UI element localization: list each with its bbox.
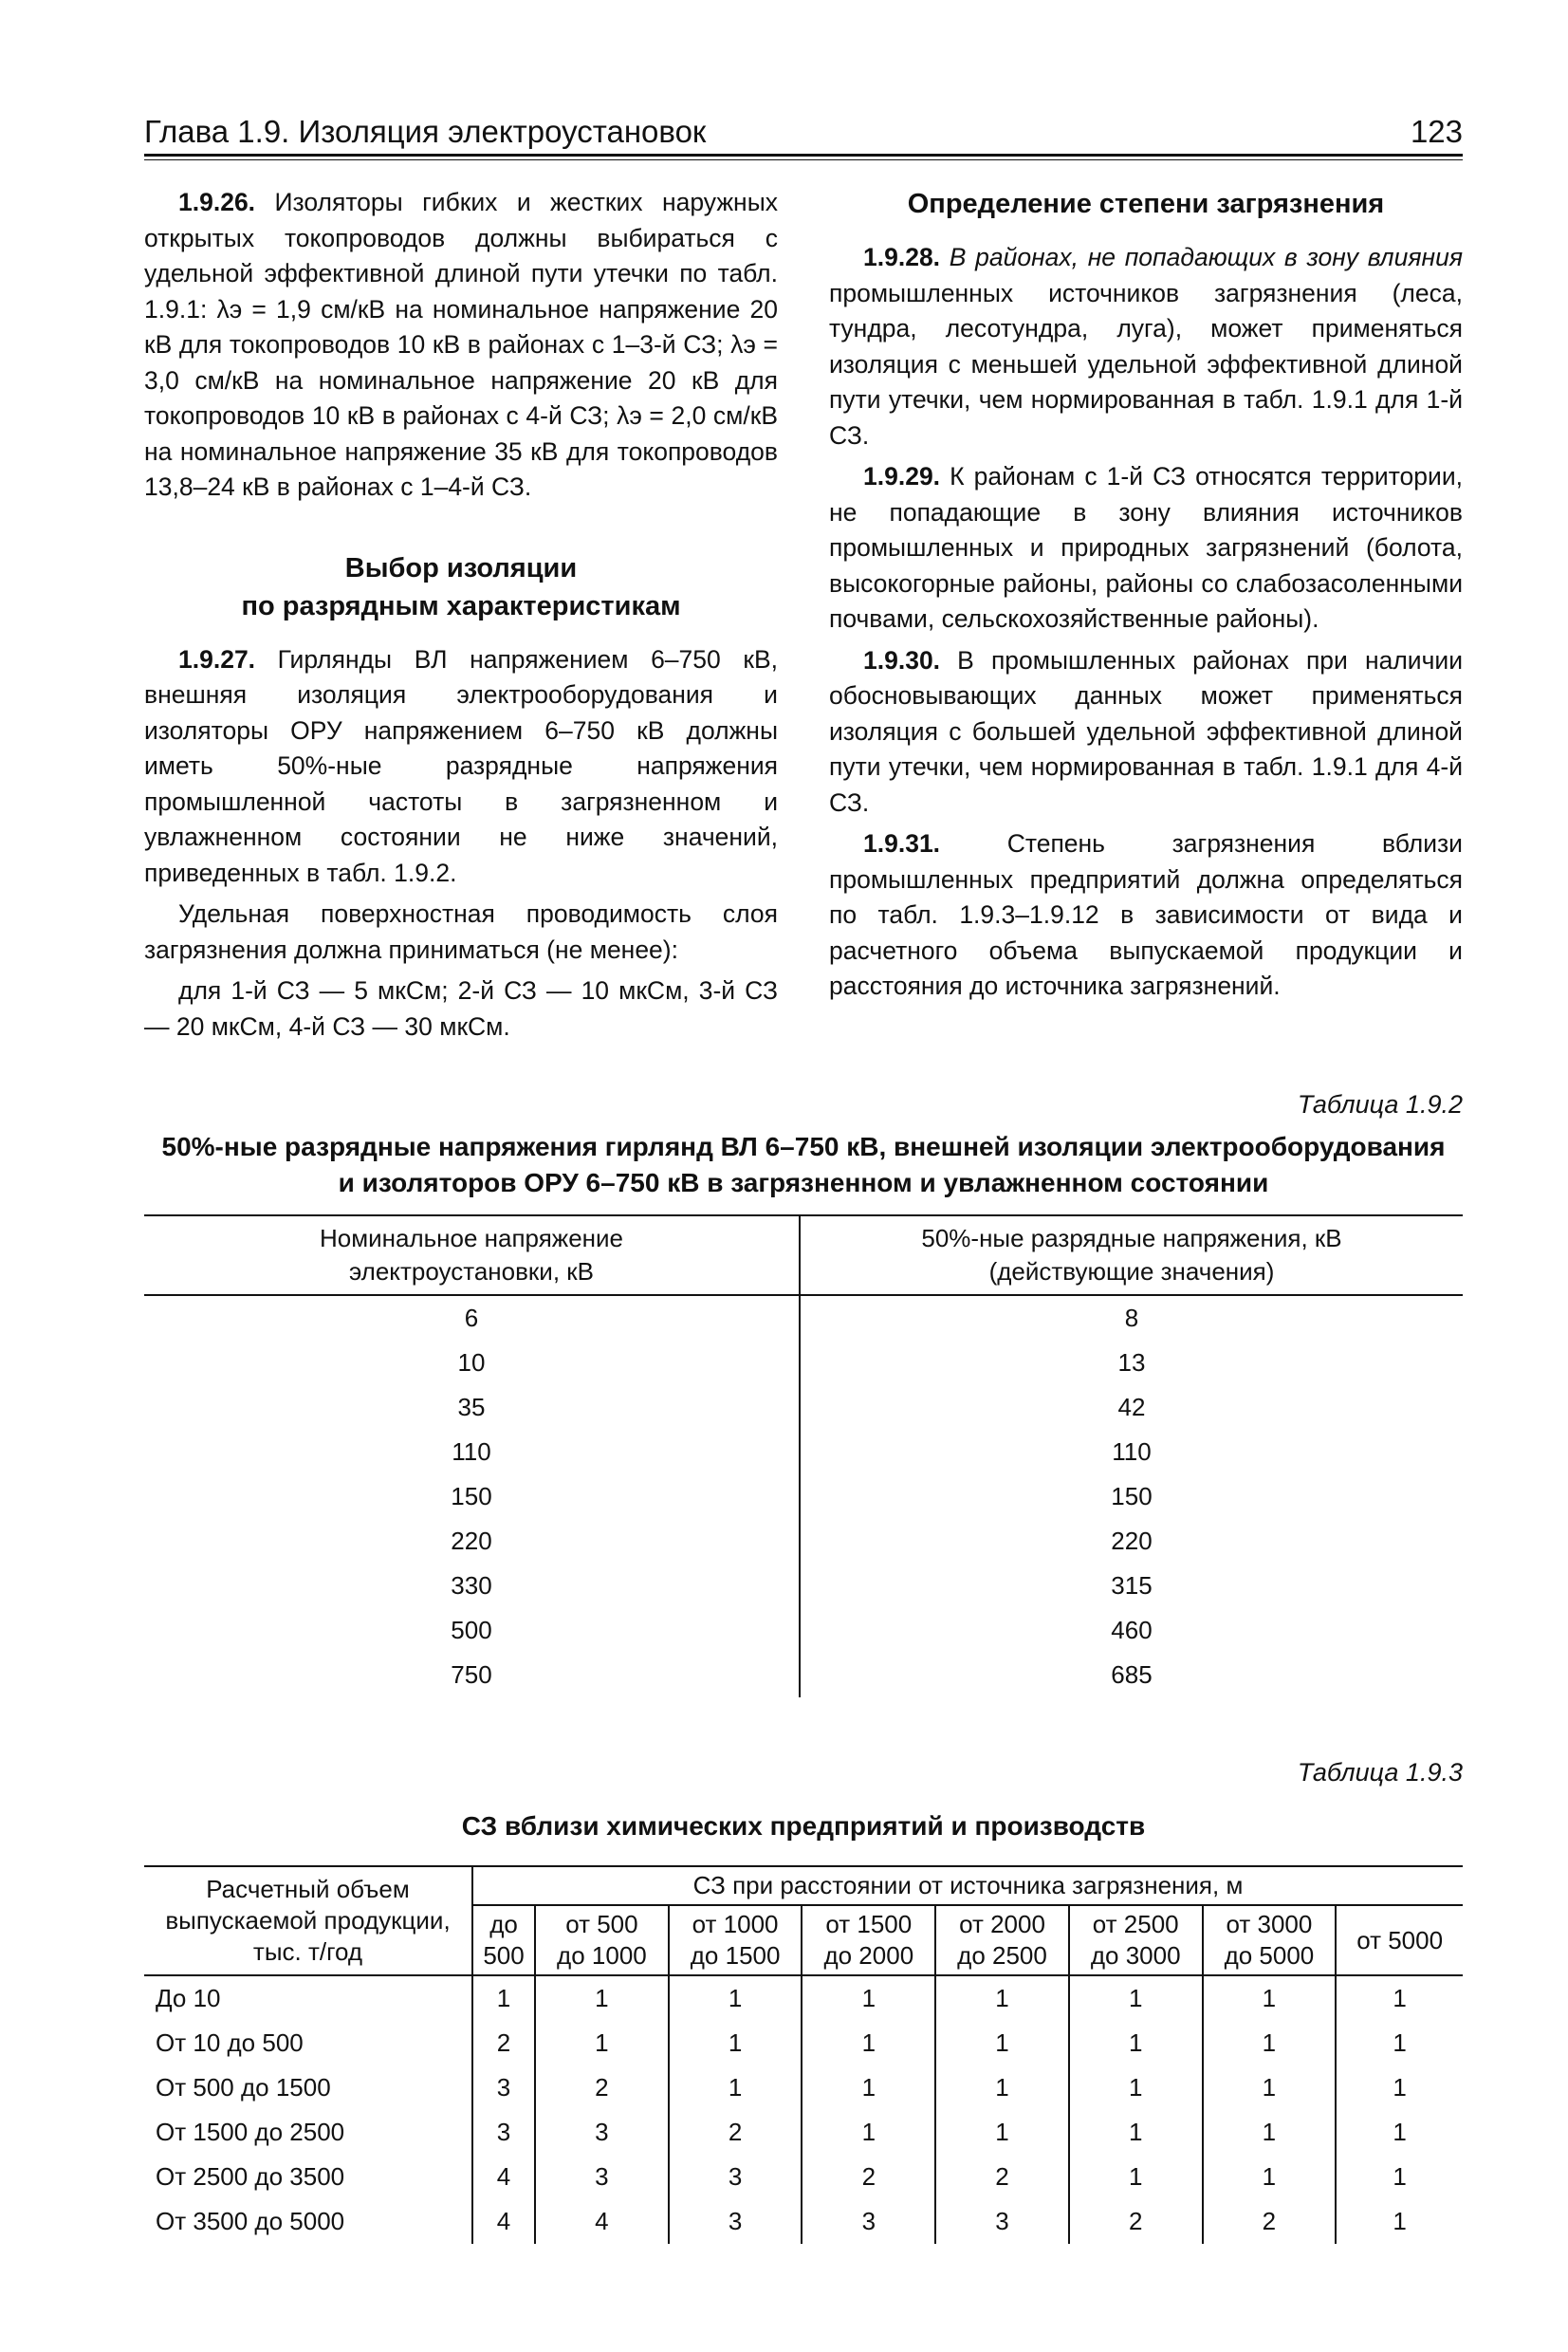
cell-pollution-degree: 1 [669,2021,802,2065]
cell-pollution-degree: 3 [669,2199,802,2244]
table-row [144,2155,1463,2199]
cell-pollution-degree: 1 [669,2065,802,2110]
cell-pollution-degree: 1 [1203,1975,1337,2021]
paragraph-conductivity: Удельная поверхностная проводимость слоя загрязнения должна приниматься (не менее): [144,899,778,964]
cell-pollution-degree: 2 [935,2155,1069,2199]
clause-number: 1.9.29. [863,462,941,491]
table-row [144,2110,1463,2155]
row-header-production-volume: Расчетный объем выпускаемой продукции, тыс. т/год [144,1866,472,1975]
table-row [144,1975,1463,2021]
cell-discharge-voltage: 460 [800,1608,1463,1653]
cell-nominal-voltage: 10 [457,1348,486,1377]
cell-pollution-degree: 2 [802,2155,935,2199]
book-page [144,114,1463,2244]
table-row [144,2021,1463,2065]
spacer [144,625,778,642]
cell-pollution-degree: 3 [535,2110,669,2155]
cell-pollution-degree: 1 [1203,2155,1337,2199]
paragraph-1-9-28 [829,240,1463,454]
section-heading-right: Определение степени загрязнения [907,189,1385,219]
section-heading-line2: по разрядным характеристикам [241,590,681,621]
clause-text: К районам с 1-й СЗ относятся территории, не попадающие в зону влияния источников промышленных и природных загрязнений (болота, высокогорные районы, районы со слабозасоленными почвами, сельскохозяйственные районы). [829,462,1463,633]
cell-discharge-voltage: 220 [800,1519,1463,1564]
chapter-title: Глава 1.9. Изоляция электроустановок [144,114,707,149]
subheader-distance-range: от 2000 до 2500 [935,1905,1069,1975]
cell-nominal-voltage: 6 [464,1304,479,1332]
cell-discharge-voltage: 150 [800,1474,1463,1519]
clause-text: Гирлянды ВЛ напряжением 6–750 кВ, внешняя изоляция электрооборудования и изоляторы ОРУ напряжением 6–750 кВ должны иметь 50%-ные разрядные напряжения промышленной частоты в загрязненном и увлажненном состоянии не ниже значений, приведенных в табл. 1.9.2. [144,644,778,887]
cell-pollution-degree: 1 [1069,2110,1203,2155]
cell-pollution-degree: 1 [935,2021,1069,2065]
cell-discharge-voltage: 685 [800,1653,1463,1697]
cell-pollution-degree: 1 [1069,2065,1203,2110]
cell-pollution-degree: 2 [1069,2199,1203,2244]
cell-pollution-degree: 4 [472,2155,535,2199]
table-row [144,1653,1463,1697]
cell-pollution-degree: 1 [1336,2065,1463,2110]
cell-nominal-voltage: 110 [452,1437,491,1466]
group-header-distance: СЗ при расстоянии от источника загрязнения, м [472,1866,1463,1905]
table-row [144,2199,1463,2244]
cell-pollution-degree: 2 [669,2110,802,2155]
cell-pollution-degree: 1 [802,2110,935,2155]
table-title-1-9-3: СЗ вблизи химических предприятий и производств [461,1811,1146,1841]
cell-pollution-degree: 4 [535,2199,669,2244]
subheader-distance-range: до 500 [472,1905,535,1975]
cell-discharge-voltage: 315 [800,1564,1463,1608]
paragraph-1-9-31 [829,826,1463,1005]
clause-number: 1.9.27. [178,644,256,674]
cell-production-volume: От 10 до 500 [156,2028,304,2057]
cell-pollution-degree: 1 [1069,2155,1203,2199]
table-title-line1: 50%-ные разрядные напряжения гирлянд ВЛ 6–750 кВ, внешней изоляции электрооборудования [161,1132,1446,1161]
cell-pollution-degree: 3 [669,2155,802,2199]
running-head [144,114,1463,157]
table-row [144,1341,1463,1385]
table-row [144,1608,1463,1653]
table-row [144,2065,1463,2110]
cell-pollution-degree: 1 [1336,2110,1463,2155]
cell-pollution-degree: 1 [1336,2155,1463,2199]
cell-discharge-voltage: 8 [800,1295,1463,1341]
cell-discharge-voltage: 42 [800,1385,1463,1430]
cell-pollution-degree: 1 [1203,2021,1337,2065]
cell-pollution-degree: 3 [472,2110,535,2155]
cell-pollution-degree: 1 [1069,2021,1203,2065]
cell-nominal-voltage: 150 [451,1482,492,1510]
cell-pollution-degree: 1 [802,2021,935,2065]
header-rule [144,159,1463,160]
cell-pollution-degree: 1 [1203,2110,1337,2155]
paragraph-conductivity-values: для 1-й СЗ — 5 мкСм; 2-й СЗ — 10 мкСм, 3-й СЗ — 20 мкСм, 4-й СЗ — 30 мкСм. [144,976,778,1041]
right-column [829,185,1463,1045]
spacer [829,223,1463,240]
subheader-distance-range: от 5000 [1336,1905,1463,1975]
clause-text: промышленных источников загрязнения (леса, тундра, лесотундра, луга), может применяться изоляция с меньшей удельной эффективной длиной пути утечки, чем нормированная в табл. 1.9.1 для 1-й СЗ. [829,278,1463,450]
paragraph-1-9-26 [144,185,778,506]
table-row [144,1295,1463,1341]
cell-production-volume: От 2500 до 3500 [156,2162,345,2191]
paragraph-1-9-30 [829,643,1463,822]
cell-nominal-voltage: 35 [457,1393,486,1421]
table-row [144,1430,1463,1474]
spacer [144,506,778,549]
cell-pollution-degree: 2 [472,2021,535,2065]
cell-production-volume: От 500 до 1500 [156,2073,331,2102]
cell-pollution-degree: 1 [669,1975,802,2021]
cell-pollution-degree: 1 [535,1975,669,2021]
subheader-distance-range: от 500 до 1000 [535,1905,669,1975]
cell-pollution-degree: 4 [472,2199,535,2244]
clause-text-italic: В районах, не попадающих в зону влияния [940,243,1463,271]
clause-number: 1.9.26. [178,188,256,216]
paragraph-1-9-27 [144,642,778,892]
cell-production-volume: От 1500 до 2500 [156,2118,345,2146]
table-caption-1-9-3: Таблица 1.9.3 [1297,1758,1463,1787]
paragraph-1-9-29 [829,459,1463,638]
cell-nominal-voltage: 330 [451,1571,492,1600]
column-header-nominal-voltage: Номинальное напряжение электроустановки, кВ [144,1215,800,1295]
cell-discharge-voltage: 13 [800,1341,1463,1385]
cell-pollution-degree: 1 [1336,2021,1463,2065]
cell-pollution-degree: 1 [935,2065,1069,2110]
clause-number: 1.9.28. [863,243,941,271]
cell-discharge-voltage: 110 [800,1430,1463,1474]
cell-pollution-degree: 1 [802,2065,935,2110]
cell-pollution-degree: 1 [935,1975,1069,2021]
clause-number: 1.9.31. [863,829,941,858]
cell-pollution-degree: 1 [1336,2199,1463,2244]
subheader-distance-range: от 1500 до 2000 [802,1905,935,1975]
left-column [144,185,778,1045]
cell-pollution-degree: 3 [802,2199,935,2244]
cell-pollution-degree: 1 [935,2110,1069,2155]
table-row [144,1385,1463,1430]
cell-pollution-degree: 1 [1336,1975,1463,2021]
clause-number: 1.9.30. [863,645,941,675]
subheader-distance-range: от 1000 до 1500 [669,1905,802,1975]
cell-nominal-voltage: 500 [451,1616,492,1644]
cell-nominal-voltage: 220 [451,1527,492,1555]
table-row [144,1564,1463,1608]
table-title-1-9-2 [144,1129,1463,1201]
table-caption-1-9-2: Таблица 1.9.2 [1297,1090,1463,1119]
table-1-9-3 [144,1865,1463,2244]
cell-nominal-voltage: 750 [451,1660,492,1689]
table-row [144,1474,1463,1519]
cell-pollution-degree: 1 [535,2021,669,2065]
cell-pollution-degree: 3 [535,2155,669,2199]
cell-pollution-degree: 1 [1069,1975,1203,2021]
subheader-distance-range: от 2500 до 3000 [1069,1905,1203,1975]
cell-pollution-degree: 2 [535,2065,669,2110]
cell-pollution-degree: 1 [802,1975,935,2021]
section-heading-line1: Выбор изоляции [344,552,578,583]
cell-production-volume: От 3500 до 5000 [156,2207,345,2235]
cell-pollution-degree: 3 [935,2199,1069,2244]
cell-pollution-degree: 1 [472,1975,535,2021]
section-heading [144,549,778,625]
cell-pollution-degree: 2 [1203,2199,1337,2244]
two-column-body [144,185,1463,1045]
column-header-discharge-voltage: 50%-ные разрядные напряжения, кВ (действующие значения) [800,1215,1463,1295]
page-number: 123 [1410,114,1463,149]
clause-text: Степень загрязнения вблизи промышленных предприятий должна определяться по табл. 1.9.3–1.9.12 в зависимости от вида и расчетного объема выпускаемой продукции и расстояния до источника загрязнений. [829,829,1463,1000]
cell-production-volume: До 10 [156,1984,221,2012]
table-title-line2: и изоляторов ОРУ 6–750 кВ в загрязненном и увлажненном состоянии [338,1168,1269,1197]
table-row [144,1519,1463,1564]
cell-pollution-degree: 1 [1203,2065,1337,2110]
subheader-distance-range: от 3000 до 5000 [1203,1905,1337,1975]
clause-text: В промышленных районах при наличии обосновывающих данных может применяться изоляция с большей удельной эффективной длиной пути утечки, чем нормированная в табл. 1.9.1 для 4-й СЗ. [829,645,1463,817]
clause-text: Изоляторы гибких и жестких наружных открытых токопроводов должны выбираться с удельной эффективной длиной пути утечки по табл. 1.9.1: λэ = 1,9 см/кВ на номинальное напряжение 20 кВ для токопроводов 10 кВ в районах с 1–3-й СЗ; λэ = 3,0 см/кВ на номинальное напряжение 20 кВ для токопроводов 10 кВ в районах с 4-й СЗ; λэ = 2,0 см/кВ на номинальное напряжение 35 кВ для токопроводов 13,8–24 кВ в районах с 1–4-й СЗ. [144,188,778,501]
cell-pollution-degree: 3 [472,2065,535,2110]
table-1-9-2 [144,1214,1463,1697]
